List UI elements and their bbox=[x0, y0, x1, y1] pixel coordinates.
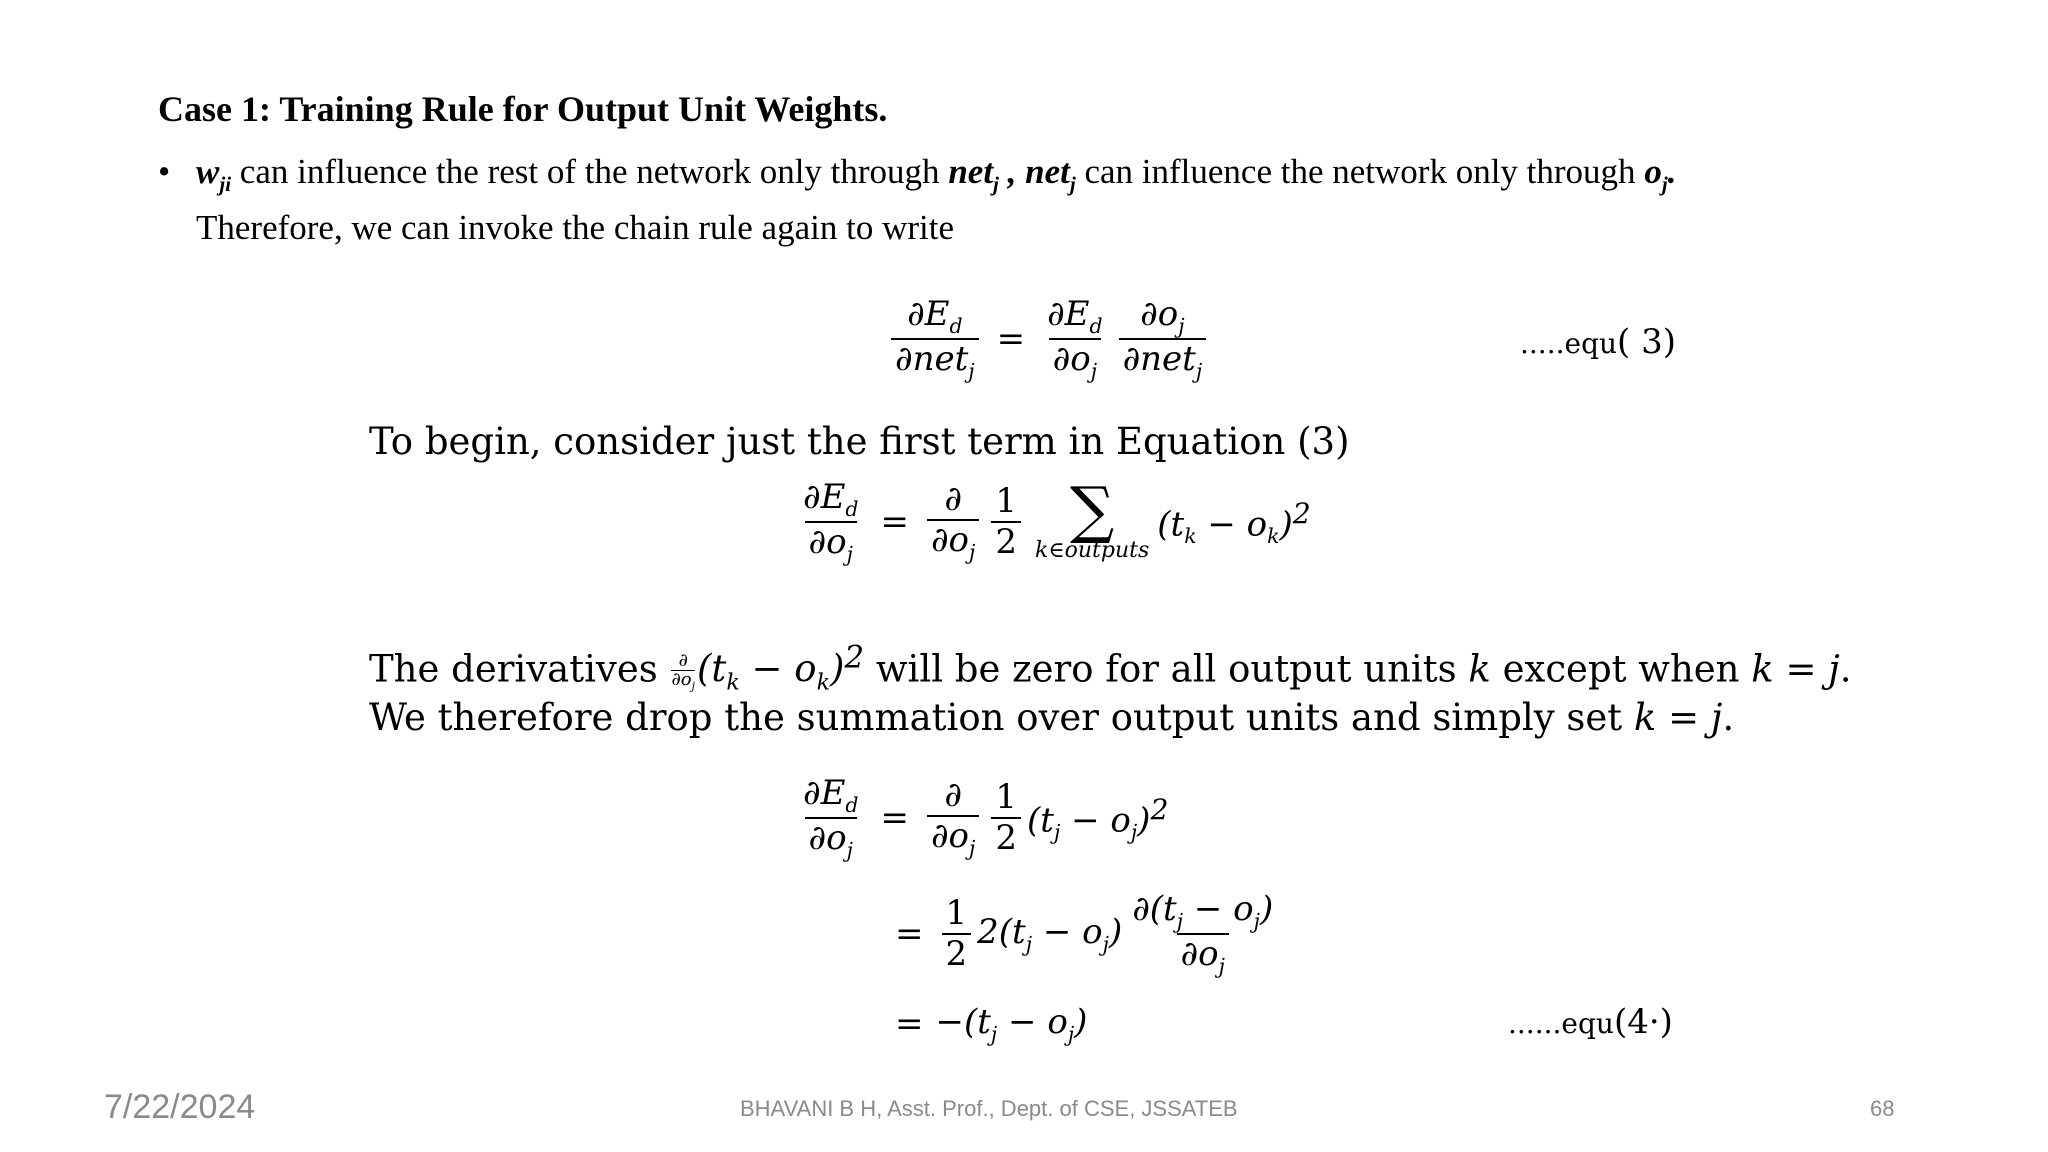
equation-label-3: .....equ( 3) bbox=[1520, 322, 1676, 362]
fraction: $\frac{\partial E_d}{\partial o_j}$ bbox=[1047, 294, 1103, 384]
fraction: $\frac{\partial E_d}{\partial o_j}$ bbox=[803, 477, 859, 567]
equation-chain-step: = $\frac{1}{2}$ $2(t_j - o_j)$ $\frac{\partial(t_j - o_j)}{\partial o_j}$ bbox=[883, 890, 1283, 979]
var-net-1: net$_j$ , net$_j$ bbox=[948, 152, 1076, 196]
sum-term: $(t_k - o_k)^2$ bbox=[1157, 496, 1311, 548]
slide-heading: Case 1: Training Rule for Output Unit Weights. bbox=[158, 89, 888, 129]
fraction: $\frac{\partial}{\partial o_j}$ bbox=[927, 776, 979, 860]
bullet-paragraph bbox=[158, 150, 1938, 250]
equation-4: = $-(t_j - o_j)$ bbox=[895, 1002, 1088, 1046]
fraction: $\frac{\partial E_d}{\partial net_j}$ bbox=[891, 295, 979, 384]
text-drop-summation: We therefore drop the summation over output units and simply set k = j. bbox=[369, 696, 1735, 739]
result-term: $-(t_j - o_j)$ bbox=[935, 1002, 1088, 1046]
equation-simplified: $\frac{\partial E_d}{\partial o_j}$ = $\frac{\partial}{\partial o_j}$ $\frac{1}{2}$ $(t_j - o_j)^2$ bbox=[793, 774, 1168, 863]
footer-author: BHAVANI B H, Asst. Prof., Dept. of CSE, JSSATEB bbox=[740, 1096, 1238, 1121]
fraction-half: $\frac{1}{2}$ bbox=[991, 482, 1021, 562]
text-begin: To begin, consider just the first term in Equation (3) bbox=[369, 420, 1350, 463]
slide-number: 68 bbox=[1870, 1096, 1895, 1121]
equation-label-4: ......equ(4·) bbox=[1508, 1002, 1673, 1042]
scanned-derivation bbox=[345, 280, 1852, 1080]
fraction: $\frac{\partial(t_j - o_j)}{\partial o_j}$ bbox=[1132, 889, 1274, 979]
fraction: $\frac{\partial o_j}{\partial net_j}$ bbox=[1119, 295, 1207, 384]
bullet-line-1: $w_{ji}$ can influence the rest of the network only through net$_j$ , net$_j$ can influence the network only through $o_j$. bbox=[196, 152, 1677, 196]
bullet-marker: • bbox=[158, 152, 171, 191]
bullet-line-2: Therefore, we can invoke the chain rule again to write bbox=[196, 208, 954, 247]
text-derivatives: The derivatives ∂ $\partial o_j$ $(t_k - o_k)^2$ will be zero for all output units k except when k = j. bbox=[369, 640, 1852, 696]
product-term: $2(t_j - o_j)$ bbox=[977, 912, 1123, 957]
equation-3: $\frac{\partial E_d}{\partial net_j}$ = $\frac{\partial E_d}{\partial o_j}$ $\frac{\partial o_j}{\partial net_j}$ bbox=[885, 295, 1212, 384]
mini-fraction: ∂ $\partial o_j$ bbox=[671, 649, 695, 693]
fraction-half: $\frac{1}{2}$ bbox=[991, 778, 1021, 858]
var-w: $w_{ji}$ bbox=[196, 152, 232, 196]
fraction: $\frac{\partial}{\partial o_j}$ bbox=[927, 480, 979, 564]
footer-date: 7/22/2024 bbox=[104, 1088, 256, 1126]
summation: ∑ k∈outputs bbox=[1035, 472, 1150, 563]
equation-error-derivative: $\frac{\partial E_d}{\partial o_j}$ = $\frac{\partial}{\partial o_j}$ $\frac{1}{2}$ ∑ k∈outputs $(t_k - o_k)^2$ bbox=[793, 478, 1311, 567]
var-o: $o_j$. bbox=[1644, 152, 1677, 196]
squared-term: $(t_j - o_j)^2$ bbox=[1027, 792, 1169, 844]
fraction: $\frac{\partial E_d}{\partial o_j}$ bbox=[803, 773, 859, 863]
fraction-half: $\frac{1}{2}$ bbox=[942, 894, 972, 974]
